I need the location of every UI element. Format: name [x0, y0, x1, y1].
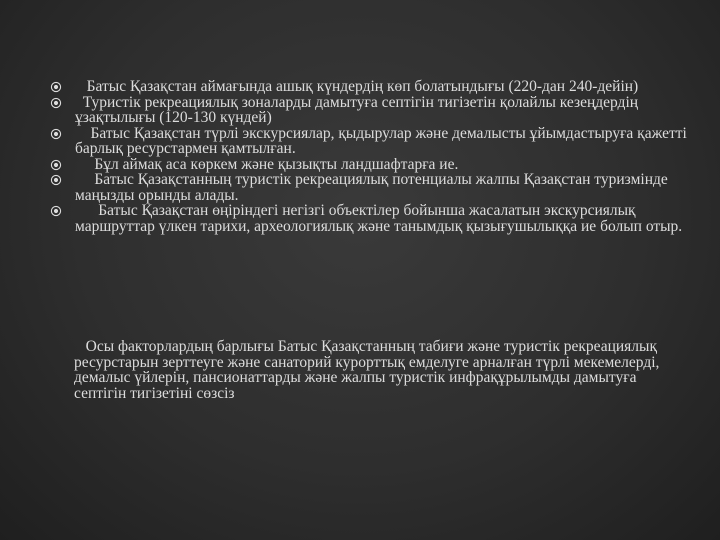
radio-bullet-icon	[50, 81, 62, 93]
bullet-text: Батыс Қазақстан өңіріндегі негізгі объектілер бойынша жасалатын экскурсиялық маршруттар үлкен тарихи, археологиялық және танымдық қызығушылыққа ие болып отыр.	[75, 202, 683, 235]
bullet-text: Батыс Қазақстанның туристік рекреациялық потенциалы жалпы Қазақстан туризмінде маңызды орынды алады.	[75, 171, 672, 204]
bullet-text: Туристік рекреациялық зоналарды дамытуға септігін тигізетін қолайлы кезеңдердің ұзақтылығы (120-130 күндей)	[75, 93, 642, 126]
radio-bullet-icon	[50, 128, 62, 140]
list-item	[50, 203, 690, 234]
radio-bullet-icon	[50, 159, 62, 171]
radio-bullet-icon	[50, 97, 62, 109]
bullet-list	[50, 79, 690, 234]
list-item	[50, 126, 690, 157]
list-item	[50, 172, 690, 203]
bullet-text: Батыс Қазақстан түрлі экскурсиялар, қыдырулар және демалысты ұйымдастыруға қажетті барлық ресурстармен қамтылған.	[75, 124, 691, 157]
list-item	[50, 95, 690, 126]
bullet-text: Батыс Қазақстан аймағында ашық күндердің көп болатындығы (220-дан 240-дейін)	[75, 78, 639, 95]
summary-paragraph: Осы факторлардың барлығы Батыс Қазақстанның табиғи және туристік рекреациялық ресурстарын зерттеуге және санаторий курорттық емделуге арналған түрлі мекемелерді, демалыс үйлерін, пансионаттарды және жалпы туристік инфрақұрылымды дамытуға септігін тигізетіні сөзсіз	[74, 338, 664, 402]
bullet-text: Бұл аймақ аса көркем және қызықты ландшафтарға ие.	[75, 155, 459, 173]
list-item	[50, 79, 690, 95]
list-item	[50, 157, 690, 173]
radio-bullet-icon	[50, 174, 62, 186]
radio-bullet-icon	[50, 205, 62, 217]
